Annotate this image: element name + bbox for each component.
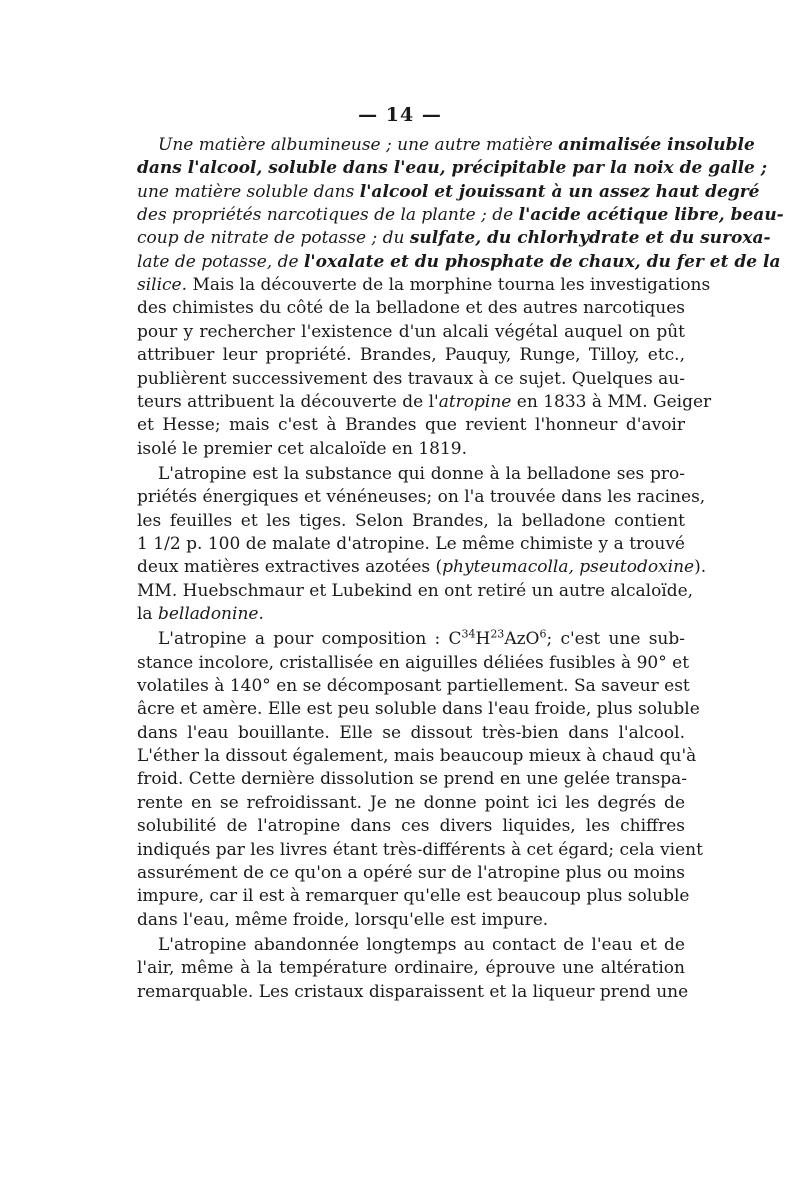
text-line [137, 413, 685, 437]
text-line [137, 555, 707, 579]
text-segment: indiqués par les livres étant très-différents à cet égard; cela vient [137, 840, 703, 860]
text-segment: teurs attribuent la découverte de l' [137, 392, 439, 412]
text-line [137, 226, 771, 250]
text-line [137, 767, 688, 791]
text-segment: et Hesse; mais c'est à Brandes que revient l'honneur d'avoir [137, 415, 685, 435]
text-segment: animalisée insoluble [558, 135, 755, 155]
text-segment: phyteumacolla, pseutodoxine [442, 557, 695, 577]
text-line [137, 579, 694, 603]
text-segment: H [475, 629, 491, 649]
text-line [158, 133, 755, 157]
text-segment: stance incolore, cristallisée en aiguilles déliées fusibles à 90° et [137, 653, 690, 673]
text-line [137, 838, 703, 862]
text-segment: Mais la découverte de la morphine tourna les investigations [192, 275, 711, 295]
text-segment: impure, car il est à remarquer qu'elle est beaucoup plus soluble [137, 886, 690, 906]
text-segment: ). [694, 557, 707, 577]
text-segment: les feuilles et les tiges. Selon Brandes, la belladone contient [137, 511, 685, 531]
text-line [137, 602, 685, 626]
text-line [158, 462, 685, 486]
text-line [137, 651, 690, 675]
text-segment: isolé le premier cet alcaloïde en 1819. [137, 439, 467, 459]
text-line [137, 390, 712, 414]
text-segment: assurément de ce qu'on a opéré sur de l'atropine plus ou moins [137, 863, 685, 883]
text-segment: une matière soluble dans [137, 182, 360, 202]
text-segment: AzO [504, 629, 540, 649]
text-line [137, 273, 711, 297]
text-segment: deux matières extractives azotées ( [137, 557, 443, 577]
text-line [158, 933, 685, 957]
text-line [137, 250, 781, 274]
text-segment: atropine [438, 392, 512, 412]
text-segment: en 1833 à MM. Geiger [511, 392, 712, 412]
text-segment: pour y rechercher l'existence d'un alcali végétal auquel on pût [137, 322, 685, 342]
text-line [137, 367, 685, 391]
text-segment: des propriétés narcotiques de la plante ; de [137, 205, 519, 225]
superscript: 6 [539, 627, 547, 641]
text-segment: silice. [137, 275, 193, 295]
text-line [137, 908, 685, 932]
text-segment: l'air, même à la température ordinaire, éprouve une altération [137, 958, 685, 978]
text-segment: froid. Cette dernière dissolution se prend en une gelée transpa- [137, 769, 688, 789]
page-number: — 14 — [358, 104, 442, 126]
text-line [137, 485, 706, 509]
text-line [137, 296, 685, 320]
text-line [137, 861, 685, 885]
text-line [137, 814, 685, 838]
text-line [137, 980, 689, 1004]
text-line [137, 509, 685, 533]
text-segment: late de potasse, de [137, 252, 304, 272]
text-segment: L'atropine abandonnée longtemps au contact de l'eau et de [158, 935, 685, 955]
text-segment: l'alcool et jouissant à un assez haut degré [359, 182, 760, 202]
text-segment: L'atropine a pour composition : C [158, 629, 462, 649]
text-segment: L'éther la dissout également, mais beaucoup mieux à chaud qu'à [137, 746, 697, 766]
text-segment: âcre et amère. Elle est peu soluble dans l'eau froide, plus soluble [137, 699, 700, 719]
text-segment: l'acide acétique libre, beau- [518, 205, 784, 225]
text-line [137, 320, 685, 344]
text-segment: volatiles à 140° en se décomposant partiellement. Sa saveur est [137, 676, 690, 696]
text-line [137, 343, 685, 367]
text-line [137, 674, 690, 698]
text-segment: coup de nitrate de potasse ; du [137, 228, 410, 248]
text-segment: priétés énergiques et vénéneuses; on l'a trouvée dans les racines, [137, 487, 706, 507]
text-segment: solubilité de l'atropine dans ces divers liquides, les chiffres [137, 816, 685, 836]
text-line [137, 532, 685, 556]
text-line [137, 203, 784, 227]
text-segment: l'oxalate et du phosphate de chaux, du fer et de la [303, 252, 781, 272]
text-segment: dans l'alcool, soluble dans l'eau, précipitable par la noix de galle ; [137, 158, 768, 178]
text-line [137, 956, 685, 980]
text-segment: 1 1/2 p. 100 de malate d'atropine. Le même chimiste y a trouvé [137, 534, 685, 554]
text-line [137, 721, 685, 745]
superscript: 34 [461, 627, 476, 641]
text-segment: dans l'eau bouillante. Elle se dissout très-bien dans l'alcool. [137, 723, 685, 743]
text-segment: la [137, 604, 158, 624]
text-segment: Une matière albumineuse ; une autre matière [158, 135, 559, 155]
text-line [137, 180, 760, 204]
text-line [158, 627, 685, 651]
text-segment: rente en se refroidissant. Je ne donne point ici les degrés de [137, 793, 685, 813]
text-segment: sulfate, du chlorhydrate et du suroxa- [409, 228, 771, 248]
text-segment: ; c'est une sub- [546, 629, 685, 649]
text-segment: attribuer leur propriété. Brandes, Pauquy, Runge, Tilloy, etc., [137, 345, 685, 365]
text-segment: MM. Huebschmaur et Lubekind en ont retiré un autre alcaloïde, [137, 581, 694, 601]
text-line [137, 744, 697, 768]
text-line [137, 156, 768, 180]
text-segment: remarquable. Les cristaux disparaissent et la liqueur prend une [137, 982, 689, 1002]
text-line [137, 791, 685, 815]
superscript: 23 [490, 627, 505, 641]
text-line [137, 437, 685, 461]
text-segment: L'atropine est la substance qui donne à la belladone ses pro- [158, 464, 685, 484]
text-segment: dans l'eau, même froide, lorsqu'elle est impure. [137, 910, 549, 930]
text-segment: belladonine. [157, 604, 264, 624]
text-line [137, 884, 690, 908]
text-segment: des chimistes du côté de la belladone et des autres narcotiques [137, 298, 685, 318]
text-segment: publièrent successivement des travaux à ce sujet. Quelques au- [137, 369, 685, 389]
text-line [137, 697, 700, 721]
